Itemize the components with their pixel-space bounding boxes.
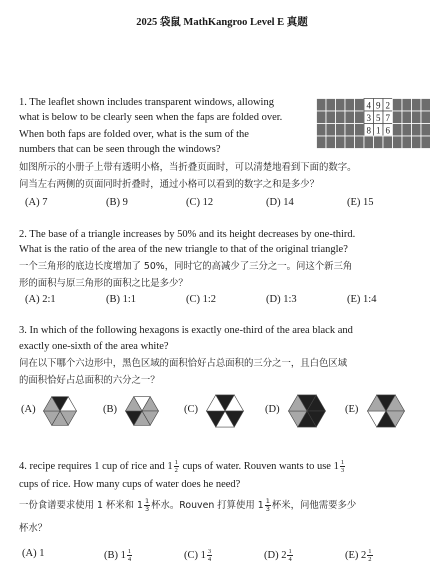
q4-text-line-1 <box>19 459 346 474</box>
leaflet-cell <box>326 136 336 149</box>
hexagon-b[interactable] <box>124 393 160 429</box>
q2-text-line-2: What is the ratio of the area of the new triangle to that of the original triangle? <box>19 244 348 255</box>
q3-option-a-label[interactable]: (A) <box>21 404 36 415</box>
leaflet-cell <box>336 136 346 149</box>
leaflet-cell <box>364 136 374 149</box>
q1-option-e[interactable]: (E) 15 <box>347 197 374 208</box>
leaflet-cell <box>326 99 336 112</box>
leaflet-cell <box>317 136 327 149</box>
leaflet-cell <box>393 124 403 137</box>
q3-option-d-label[interactable]: (D) <box>265 404 280 415</box>
page-title: 2025 袋鼠 MathKangroo Level E 真题 <box>136 17 308 28</box>
leaflet-number: 9 <box>376 100 381 111</box>
leaflet-number: 4 <box>366 100 371 111</box>
leaflet-number: 8 <box>366 125 371 136</box>
q4-zh-line-2: 杯水？ <box>19 523 48 534</box>
leaflet-cell <box>383 136 393 149</box>
q3-zh-line-1: 问在以下哪个六边形中，黑色区域的面积恰好占总面积的三分之一，且白色区域 <box>19 358 348 369</box>
q4-option-e[interactable]: (E) 2 $\frac{1}{2}$ <box>345 548 372 563</box>
leaflet-cell <box>336 124 346 137</box>
q2-zh-line-2: 形的面积与原三角形的面积之比是多少？ <box>19 278 188 289</box>
q2-option-b[interactable]: (B) 1:1 <box>106 294 137 305</box>
leaflet-cell <box>374 136 384 149</box>
fraction-third: $\frac{1}{3}$ <box>340 459 345 474</box>
leaflet-cell <box>355 99 365 112</box>
q4-option-b[interactable]: (B) 1 $\frac{1}{4}$ <box>104 548 132 563</box>
q4-zh-line-1: 一份食谱要求使用 1 杯米和 1 $\frac{1}{3}$ 杯水。Rouven 打算使用 1 $\frac{1}{3}$ 杯米，问他需要多少 <box>19 497 357 513</box>
hexagon-e[interactable] <box>366 391 406 431</box>
leaflet-cell <box>402 111 412 124</box>
q1-option-c[interactable]: (C) 12 <box>186 197 214 208</box>
leaflet-cell <box>412 111 422 124</box>
q4-text-line-1-a: 4. recipe requires 1 cup of rice and 1 <box>19 461 173 472</box>
leaflet-cell <box>336 99 346 112</box>
leaflet-cell <box>412 124 422 137</box>
leaflet-cell <box>402 124 412 137</box>
q3-option-c-label[interactable]: (C) <box>184 404 198 415</box>
leaflet-cell <box>412 99 422 112</box>
q3-text-line-2: exactly one-sixth of the area white? <box>19 341 169 352</box>
leaflet-cell <box>412 136 422 149</box>
q3-text-line-1: 3. In which of the following hexagons is exactly one-third of the area black and <box>19 325 353 336</box>
fraction-half: $\frac{1}{2}$ <box>174 459 178 474</box>
q1-zh-line-1: 如图所示的小册子上带有透明小格，当折叠页面时，可以清楚地看到下面的数字。 <box>19 162 357 173</box>
leaflet-figure <box>316 98 430 150</box>
q3-option-b-label[interactable]: (B) <box>103 404 117 415</box>
q1-option-d[interactable]: (D) 14 <box>266 197 294 208</box>
leaflet-cell <box>336 111 346 124</box>
q4-option-d[interactable]: (D) 2 $\frac{1}{4}$ <box>264 548 292 563</box>
q4-text-line-1-b: cups of water. Rouven wants to use 1 <box>182 461 339 472</box>
leaflet-cell <box>402 136 412 149</box>
leaflet-cell <box>345 111 355 124</box>
q1-text-line-3: When both faps are folded over, what is the sum of the <box>19 129 249 140</box>
leaflet-cell <box>345 136 355 149</box>
leaflet-cell <box>393 99 403 112</box>
leaflet-cell <box>393 136 403 149</box>
leaflet-cell <box>421 111 430 124</box>
leaflet-number: 6 <box>385 125 390 136</box>
leaflet-number: 2 <box>385 100 390 111</box>
q2-option-e[interactable]: (E) 1:4 <box>347 294 377 305</box>
leaflet-cell <box>421 136 430 149</box>
leaflet-cell <box>355 111 365 124</box>
leaflet-cell <box>355 136 365 149</box>
leaflet-number: 5 <box>376 112 381 123</box>
leaflet-cell <box>402 99 412 112</box>
fraction-third-zh-1: $\frac{1}{3}$ <box>145 497 150 513</box>
q1-option-b[interactable]: (B) 9 <box>106 197 128 208</box>
leaflet-cell <box>421 99 430 112</box>
q1-text-line-2: what is below to be clearly seen when the faps are folded over. <box>19 112 283 123</box>
leaflet-number: 7 <box>385 112 390 123</box>
leaflet-cell <box>317 124 327 137</box>
hexagon-a[interactable] <box>42 393 78 429</box>
leaflet-cell <box>345 124 355 137</box>
q4-option-c[interactable]: (C) 1 $\frac{3}{4}$ <box>184 548 212 563</box>
leaflet-cell <box>355 124 365 137</box>
q4-text-line-2: cups of rice. How many cups of water does he need? <box>19 479 241 490</box>
leaflet-cell <box>421 124 430 137</box>
leaflet-cell <box>345 99 355 112</box>
q3-zh-line-2: 的面积恰好占总面积的六分之一？ <box>19 375 160 386</box>
q1-zh-line-2: 问当左右两侧的页面同时折叠时，通过小格可以看到的数字之和是多少？ <box>19 179 320 190</box>
q2-option-a[interactable]: (A) 2:1 <box>25 294 56 305</box>
leaflet-cell <box>317 99 327 112</box>
q2-option-d[interactable]: (D) 1:3 <box>266 294 297 305</box>
leaflet-cell <box>326 124 336 137</box>
q1-text-line-4: numbers that can be seen through the windows? <box>19 144 221 155</box>
leaflet-number: 1 <box>376 125 381 136</box>
hexagon-d[interactable] <box>287 391 327 431</box>
q2-text-line-1: 2. The base of a triangle increases by 50% and its height decreases by one-third. <box>19 229 356 240</box>
q2-zh-line-1: 一个三角形的底边长度增加了 50%，同时它的高减少了三分之一。问这个新三角 <box>19 261 353 272</box>
fraction-third-zh-2: $\frac{1}{3}$ <box>265 497 270 513</box>
q2-option-c[interactable]: (C) 1:2 <box>186 294 217 305</box>
leaflet-number: 3 <box>366 112 371 123</box>
leaflet-cell <box>393 111 403 124</box>
leaflet-cell <box>317 111 327 124</box>
hexagon-c[interactable] <box>205 391 245 431</box>
q4-option-a[interactable]: (A) 1 <box>22 548 45 559</box>
q3-option-e-label[interactable]: (E) <box>345 404 359 415</box>
q1-option-a[interactable]: (A) 7 <box>25 197 48 208</box>
leaflet-cell <box>326 111 336 124</box>
q1-text-line-1: 1. The leaflet shown includes transparent windows, allowing <box>19 97 274 108</box>
